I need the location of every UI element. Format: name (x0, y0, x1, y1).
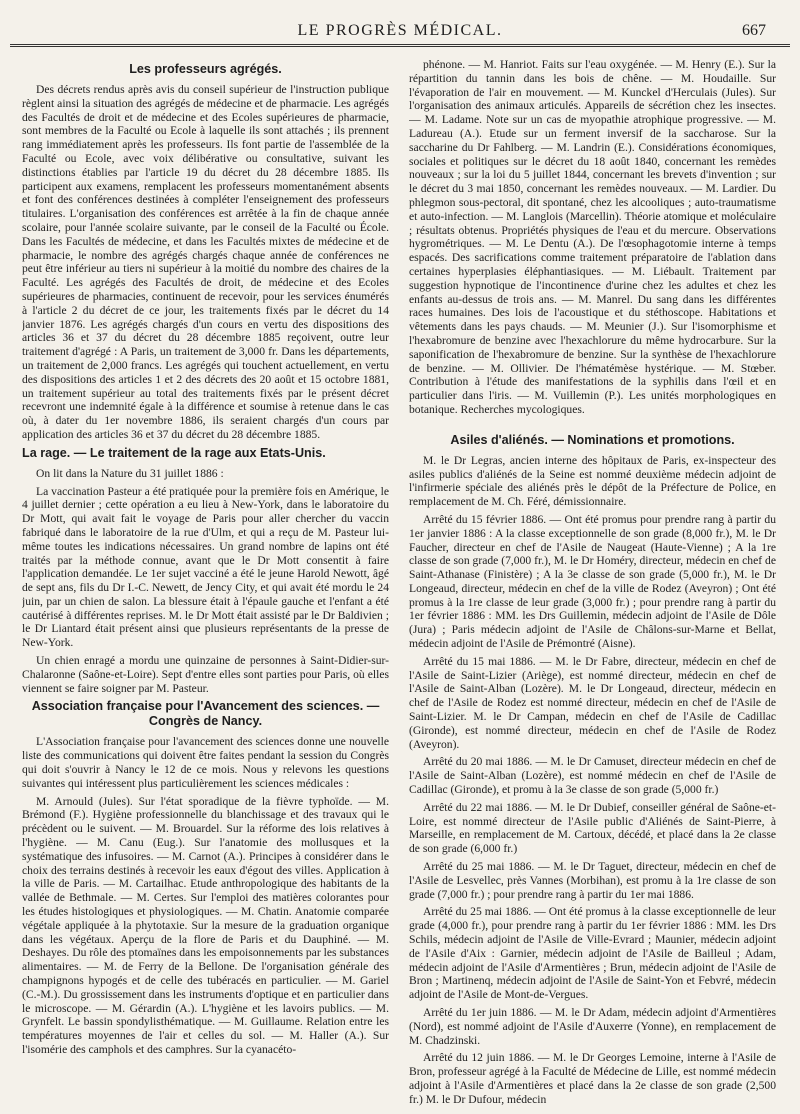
paragraph: Arrêté du 15 février 1886. — Ont été promus pour prendre rang à partir du 1er janvier 1886 : A la classe exceptionnelle de son grade (8,000 fr.), M. le Dr Faucher, directeur en chef de l'Asile de Naugeat (Haute-Vienne) ; A la 1re classe de son grade (7,000 fr.), M. le Dr Homéry, directeur, médecin en chef de Saint-Athanase (Finistère) ; A la 3e classe de son grade (5,000 fr.), M. le Dr Longeaud, directeur, médecin en chef de la ville de Rodez (Aveyron) ; Ont été promus à la 1re classe de leur grade (3,000 fr.) ; pour prendre rang à partir du 1er février 1886 : MM. les Drs Guillemin, médecin adjoint de l'Asile de Dôle (Jura) ; Paris médecin adjoint de l'Asile de Châlons-sur-Marne et Bellat, médecin adjoint de l'Asile de Prémontré (Aisne). (409, 512, 776, 651)
left-column (22, 58, 389, 1106)
paragraph: Arrêté du 1er juin 1886. — M. le Dr Adam, médecin adjoint d'Armentières (Nord), est nommé adjoint de l'Asile d'Auxerre (Yonne), en remplacement de M. Chadzinski. (409, 1006, 776, 1047)
section-heading-association: Association française pour l'Avancement des sciences. — Congrès de Nancy. (31, 699, 380, 729)
paragraph: Arrêté du 22 mai 1886. — M. le Dr Dubief, conseiller général de Saône-et-Loire, est nommé directeur de l'Asile public d'Aliénés de Saint-Pierre, à Marseille, en remplacement de M. Cartoux, décédé, et placé dans la 2e classe de son grade (6,000 fr.) (409, 800, 776, 856)
section-heading-rage: La rage. — Le traitement de la rage aux Etats-Unis. (22, 445, 326, 460)
two-column-body (22, 58, 778, 1106)
paragraph: Arrêté du 12 juin 1886. — M. le Dr Georges Lemoine, interne à l'Asile de Bron, professeur agrégé à la Faculté de Médecine de Lille, est nommé médecin adjoint à l'Asile d'Armentières et placé dans la 2e classe de son grade (2,500 fr.) M. le Dr Dufour, médecin (409, 1051, 776, 1106)
journal-title: LE PROGRÈS MÉDICAL. (297, 22, 503, 39)
paragraph: La vaccination Pasteur a été pratiquée pour la première fois en Amérique, le 4 juillet dernier ; cette opération a eu lieu à New-York, dans le laboratoire du Dr Mott, qui avait fait le voyage de Paris pour aller chercher du vaccin fabriqué dans le laboratoire de la rue d'Ulm, et qui a reçu de M. Pasteur lui-même toutes les indications nécessaires. Un grand nombre de lapins ont été traités par la méthode connue, avant que le Dr Mott consentit à faire l'application demandée. Le 1er sujet vacciné a été le jeune Harold Newott, âgé de sept ans, fils du Dr I.-C. Newett, de Jency City, et qui avait été mordu le 24 juin, par un chien de salon. La blessure était à l'épaule gauche et l'enfant a été cautérisé à différentes reprises. M. le Dr Mott était assisté par le Dr Baldivien ; le Dr Liantard était présent ainsi que plusieurs représentants de la presse de New-York. (22, 484, 389, 650)
paragraph: L'Association française pour l'avancement des sciences donne une nouvelle liste des communications qui doivent être faites pendant la session du Congrès qui doit s'ouvrir à Nancy le 12 de ce mois. Nous y relevons les questions suivantes qui intéressent plus particulièrement les sciences médicales : (22, 735, 389, 790)
page-header (10, 10, 790, 47)
paragraph: Arrêté du 20 mai 1886. — M. le Dr Camuset, directeur médecin en chef de l'Asile de Saint-Alban (Lozère), est nommé médecin en chef de l'Asile de Cadillac (Gironde), et promu à la 3e classe de son grade (5,000 fr.) (409, 755, 776, 797)
paragraph: Un chien enragé a mordu une quinzaine de personnes à Saint-Didier-sur-Chalaronne (Saône-et-Loire). Sept d'entre elles sont parties pour Paris, où elles viennent se faire soigner par M. Pasteur. (22, 654, 389, 695)
paragraph: Arrêté du 25 mai 1886. — M. le Dr Taguet, directeur, médecin en chef de l'Asile de Lesvellec, près Vannes (Morbihan), est promu à la 1re classe de son grade (7,000 fr.) ; pour prendre rang à partir du 1er mai 1886. (409, 860, 776, 901)
section-heading-professeurs: Les professeurs agrégés. (129, 62, 282, 76)
section-spacer (409, 421, 776, 429)
paragraph: M. le Dr Legras, ancien interne des hôpitaux de Paris, ex-inspecteur des asiles publics d'aliénés de la Seine est nommé deuxième médecin adjoint de l'infirmerie spéciale des aliénés près le dépôt de la Préfecture de Police, en remplacement de M. Ch. Féré, démissionnaire. (409, 453, 776, 509)
paragraph: Des décrets rendus après avis du conseil supérieur de l'instruction publique règlent ainsi la situation des agrégés de médecine et de pharmacie. Les agrégés des Facultés de droit et de médecine et des Ecoles supérieures de pharmacie, sont membres de la Faculté ou Ecole à laquelle ils sont attachés ; ils prennent rang immédiatement après les professeurs. Ils font partie de l'assemblée de la Faculté ou Ecole, avec voix délibérative ou consultative, suivant les distinctions établies par l'article 19 du décret du 28 décembre 1885. Ils participent aux examens, remplacent les professeurs momentanément absents et font des conférences destinées à compléter l'enseignement des professeurs titulaires. L'organisation des conférences est arrêtée à la fin de chaque année scolaire, pour l'année scolaire suivante, par le conseil de la Faculté ou École. Dans les Facultés de médecine, et dans les Facultés mixtes de médecine et de pharmacie, le nombre des agrégés chargés chaque année de conférences ne peut être inférieur au tiers ni supérieur à la moitié du nombre des chaires de la Faculté. Les agrégés des Facultés de droit, de médecine et des Ecoles supérieures de pharmacies, continuent de recevoir, pour les services énumérés à l'article 2 du décret de ce jour, les traitements fixés par le décret du 14 janvier 1876. Les agrégés chargés d'un cours en vertu des dispositions des articles 36 et 37 du décret du 28 décembre 1885 reçoivent, outre leur traitement d'agrégé : A Paris, un traitement de 3,000 fr. Dans les départements, un traitement de 2,000 francs. Les agrégés qui touchent actuellement, en vertu des dispositions des articles 1 et 2 des décrets des 20 août et 15 octobre 1881, un traitement supérieur au total des traitements fixés par le présent décret recevront une indemnité égale à la différence et soumise à retenue dans le cas où, à dater du 1er novembre 1886, ils seraient chargés d'un cours par application des articles 36 et 37 du décret du 28 décembre 1885. (22, 83, 389, 441)
paragraph-continuation: phénone. — M. Hanriot. Faits sur l'eau oxygénée. — M. Henry (E.). Sur la répartition du tannin dans les bois de chêne. — M. Houdaille. Sur l'évaporation de l'air en mouvement. — M. Kunckel d'Herculais (Jules). Sur l'organisation des animaux articulés. Appareils de sécrétion chez les insectes. — M. Ladame. Note sur un cas de myopathie atrophique progressive. — M. Ladureau (A.). Etude sur un ferment inversif de la saccharose. Sur la saccharine du Dr Fahlberg. — M. Landrin (E.). Considérations économiques, sociales et politiques sur le décret du 18 août 1840, concernant les remèdes nouveaux ; sur la loi du 5 juillet 1844, concernant les brevets d'invention ; sur le décret du 3 mai 1850, concernant les remèdes nouveaux. — M. Lardier. Du phlegmon sous-pectoral, dit spontané, chez les alcooliques ; auto-traumatisme et auto-infection. — M. Langlois (Marcellin). Théorie atomique et moléculaire ; résultats obtenus. Propriétés physiques de l'eau et du mercure. Observations hygrométriques. — M. Le Dentu (A.). De l'œsophagotomie interne à temps espacés. Des sacrifications comme traitement préparatoire de l'ablation dans certaines hyperplasies éléphantiasiques. — M. Liébault. Traitement par suggestion hypnotique de l'incontinence d'urine chez les adultes et chez les enfants au-dessus de trois ans. — M. Manrel. Du sang dans les différentes races humaines. Des lois de l'acoustique et du stéthoscope. Habitations et vêtements dans les pays chauds. — M. Meunier (J.). Sur l'isomorphisme et l'hexabromure de benzine avec l'hexachlorure du même hydrocarbure. Sur la saponification de l'hexabromure de benzine. Sur la synthèse de l'hexachlorure de benzine. — M. Ollivier. De l'hématémèse hystérique. — M. Stœber. Contribution à l'étude des manifestations de la syphilis dans l'œil et en particulier dans l'iris. — M. Vuillemin (P.). Les unités morphologiques en botanique. Recherches mycologiques. (409, 58, 776, 416)
paragraph: Arrêté du 25 mai 1886. — Ont été promus à la classe exceptionnelle de leur grade (4,000 fr.), pour prendre rang à partir du 1er février 1886 : MM. les Drs Schils, médecin adjoint de l'Asile de Ville-Evrard ; Maunier, médecin adjoint de l'Asile d'Aix : Garnier, médecin adjoint de l'Asile de Bailleul ; Adam, médecin adjoint de l'Asile d'Armentières ; Brun, médecin adjoint de l'Asile de Bron ; Martinenq, médecin adjoint de l'Asile de Saint-Yon et Febvré, médecin adjoint de l'Asile de Mont-de-Vergues. (409, 905, 776, 1002)
paragraph: Arrêté du 15 mai 1886. — M. le Dr Fabre, directeur, médecin en chef de l'Asile de Saint-Lizier (Ariège), est nommé directeur, médecin en chef de l'Asile de Saint-Alban (Lozère). M. le Dr Longeaud, directeur, médecin en chef de l'Asile de Rodez est nommé directeur, médecin en chef de l'Asile de Saint-Lizier. M. le Dr Campan, médecin en chef de l'Asile de Cadillac (Gironde), est nommé directeur, médecin en chef de l'Asile de Rodez (Aveyron). (409, 654, 776, 751)
right-column (409, 58, 776, 1106)
page-number: 667 (742, 22, 766, 39)
paragraph: On lit dans la Nature du 31 juillet 1886 : (36, 466, 224, 480)
paragraph: M. Arnould (Jules). Sur l'état sporadique de la fièvre typhoïde. — M. Brémond (F.). Hygiène professionnelle du blanchissage et des travaux qui le précèdent ou le suivent. — M. Brouardel. Sur la réforme des lois relatives à l'hygiène. — M. Canu (Eug.). Sur l'anatomie des mollusques et la systématique des infusoires. — M. Carnot (A.). Principes à considérer dans le choix des terrains destinés à recevoir les eaux d'égout des villes. Application à la ville de Paris. — M. Cartailhac. Etude anthropologique des habitants de la vallée de Bethmale. — M. Certes. Sur l'emploi des matières colorantes pour les études histologiques et physiologiques. — M. Chatin. Anatomie comparée végétale appliquée à la phytotaxie. Sur la mesure de la graduation organique dans les végétaux. Aperçu de la flore de Paris et du Dauphiné. — M. Deshayes. Du rôle des ptomaïnes dans les empoisonnements par les substances alimentaires. — M. de Ferry de la Bellone. De l'organisation générale des champignons hypogés et de celle des tubéracés en particulier. — M. Gariel (C.-M.). Du grossissement dans les instruments d'optique et en particulier dans le microscope. — M. Gérardin (A.). L'hygiène et les lavoirs publics. — M. Grynfelt. Le bassin spondylisthématique. — M. Guillaume. Relation entre les températures moyennes de l'air et celles du sol. — M. Haller (A.). Sur l'isomérie des camphols et des camphres. Sur la cyanacéto- (22, 794, 389, 1056)
section-heading-asiles: Asiles d'aliénés. — Nominations et promotions. (450, 432, 735, 447)
